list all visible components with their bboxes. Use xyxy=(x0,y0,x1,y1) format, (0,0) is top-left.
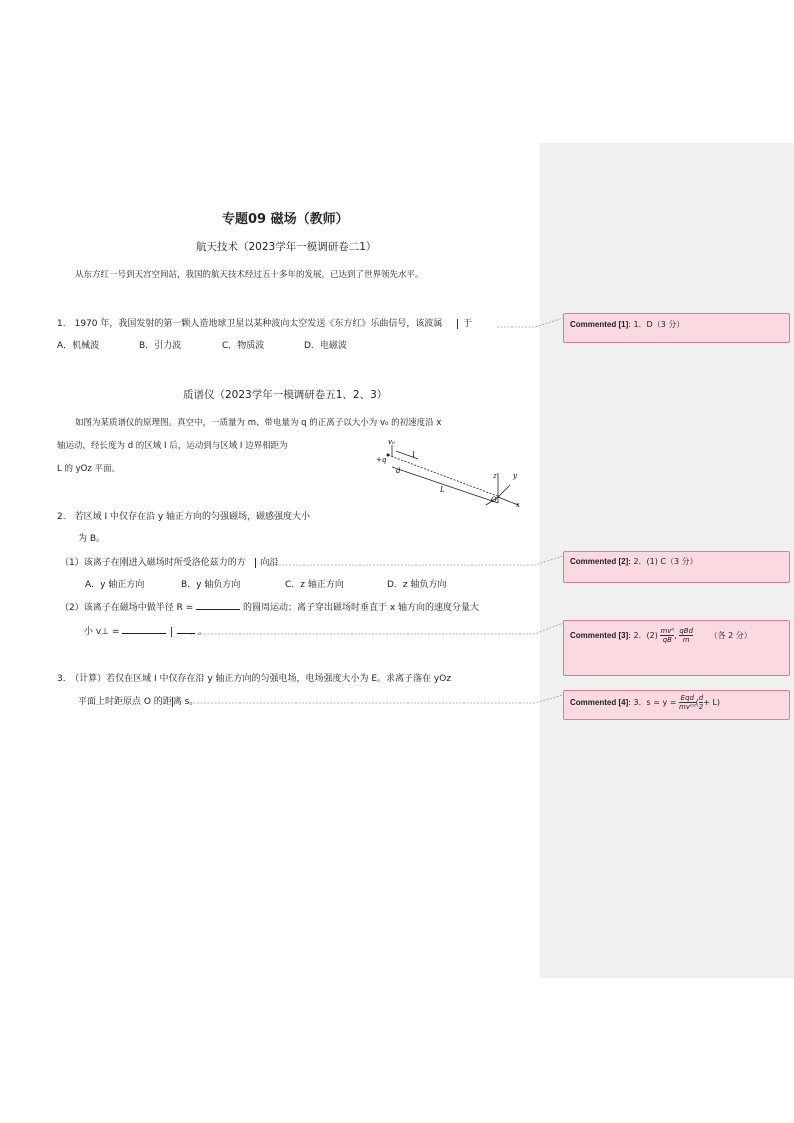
q2-stem-line1: 2. 若区域 Ⅰ 中仅存在沿 y 轴正方向的匀强磁场，磁感强度大小 xyxy=(57,512,311,522)
fig-label-q: +q xyxy=(376,456,387,464)
q2-part1 xyxy=(60,555,279,568)
comment-3-frac2: $\frac{\text{qBd}}{m}$ xyxy=(679,627,694,644)
fig-label-O: O xyxy=(491,496,497,504)
connector-1 xyxy=(497,318,563,327)
fig-label-region: I xyxy=(412,451,415,459)
q3-line2 xyxy=(78,694,198,707)
q1-option-d: D．电磁波 xyxy=(304,341,347,351)
q1-stem-text: 1. 1970 年，我国发射的第一颗人造地球卫星以某种波向太空发送《东方红》乐曲信号，该波属 xyxy=(57,319,443,329)
q2-part2-b: 的圆周运动；离子穿出磁场时垂直于 x 轴方向的速度分量大 xyxy=(243,603,480,613)
comment-3-sep: , xyxy=(674,631,677,640)
y-axis xyxy=(498,485,510,497)
comment-3-score: （各 2 分） xyxy=(709,631,752,640)
q3-line2-a: 平面上时距原点 O 的距 xyxy=(78,697,172,707)
answer-blank-tail xyxy=(177,625,195,634)
comment-2-text: : 2．(1) C（3 分） xyxy=(628,557,698,566)
fig-label-y: y xyxy=(513,472,517,480)
comment-1[interactable] xyxy=(563,313,790,343)
q2-part2-d: 。 xyxy=(197,627,207,637)
q2-p1-option-b: B．y 轴负方向 xyxy=(181,580,241,590)
comment-3-frac1: $\frac{\text{mv⁰}}{qB}$ xyxy=(660,627,675,644)
q1-option-c: C．物质波 xyxy=(222,341,265,351)
comment-4-label: Commented [4] xyxy=(570,698,629,707)
fig-label-x: x xyxy=(516,501,520,509)
connector-2 xyxy=(268,556,563,565)
section2-title: 质谱仪（2023学年一模调研卷五1、2、3） xyxy=(183,389,388,401)
q2-part1-text: （1）该离子在刚进入磁场时所受洛伦兹力的方 xyxy=(60,558,246,568)
answer-blank-radius xyxy=(196,601,240,610)
comment-1-label: Commented [1] xyxy=(570,320,629,329)
comment-4[interactable]: Commented [4]: 3．s = y = $\frac{\text{Eqd}}{\text{mv⁰²}}$ ( $\frac{d}{2}$ + L) xyxy=(563,690,790,720)
page-title: 专题09 磁场（教师） xyxy=(222,212,349,227)
comment-4-tail: + L) xyxy=(703,698,721,707)
comment-3-text: : 2．(2) xyxy=(628,631,658,640)
mass-spectrometer-diagram xyxy=(370,433,530,513)
q2-part2-a: （2）该离子在磁场中做半径 R = xyxy=(60,603,194,613)
intro2-line3: L 的 yOz 平面。 xyxy=(57,464,121,474)
q2-p1-option-d: D．z 轴负方向 xyxy=(387,580,447,590)
comment-4-half: $\frac{d}{2}$ xyxy=(698,694,704,711)
comment-4-frac: $\frac{\text{Eqd}}{\text{mv⁰²}}$ xyxy=(679,694,696,711)
q1-stem xyxy=(57,316,472,329)
x-axis xyxy=(498,497,518,505)
fig-label-v0: v₀ xyxy=(388,438,395,446)
q1-stem-end: 于 xyxy=(463,319,473,329)
q2-p1-option-a: A．y 轴正方向 xyxy=(85,580,145,590)
q2-part2 xyxy=(60,600,479,613)
q3-line1: 3. （计算）若仅在区域 Ⅰ 中仅存在沿 y 轴正方向的匀强电场，电场强度大小为 E。求离子落在 yOz xyxy=(57,674,452,684)
comment-1-text: : 1．D（3 分） xyxy=(628,320,685,329)
fig-label-d: d xyxy=(396,467,401,475)
q1-option-b: B．引力波 xyxy=(139,341,182,351)
q2-stem-line2: 为 B。 xyxy=(78,534,106,544)
comment-4-text: : 3．s = y = xyxy=(628,698,677,707)
q3-line2-b: 离 s。 xyxy=(172,697,199,707)
q2-part2-line2 xyxy=(84,624,207,637)
distance-L-line xyxy=(392,467,498,503)
text-cursor xyxy=(171,627,172,637)
fig-label-z: z xyxy=(493,472,497,480)
section1-title: 航天技术（2023学年一模调研卷二1） xyxy=(196,241,377,253)
q2-p1-option-c: C．z 轴正方向 xyxy=(285,580,344,590)
ion-dot xyxy=(387,454,390,457)
connector-3 xyxy=(190,623,563,634)
answer-blank-velocity xyxy=(122,625,166,634)
intro2-line2: 轴运动，经长度为 d 的区域 Ⅰ 后，运动到与区域 Ⅰ 边界相距为 xyxy=(57,441,288,451)
text-cursor xyxy=(457,319,458,329)
intro2-line1: 如图为某质谱仪的原理图。真空中，一质量为 m、带电量为 q 的正离子以大小为 v₀ 的初速度沿 x xyxy=(75,418,442,428)
comment-3-label: Commented [3] xyxy=(570,631,629,640)
comment-2[interactable] xyxy=(563,551,790,583)
comment-2-label: Commented [2] xyxy=(570,557,629,566)
text-cursor xyxy=(255,558,256,568)
intro1: 从东方红一号到天宫空间站，我国的航天技术经过五十多年的发展，已达到了世界领先水平。 xyxy=(75,270,424,280)
comment-3[interactable] xyxy=(563,620,790,676)
fig-label-L: L xyxy=(440,486,445,494)
q2-part2-c: 小 v⊥ = xyxy=(84,627,120,637)
q2-part1-end: 向沿 xyxy=(260,558,279,568)
connector-4 xyxy=(190,695,563,703)
q1-option-a: A．机械波 xyxy=(57,341,100,351)
